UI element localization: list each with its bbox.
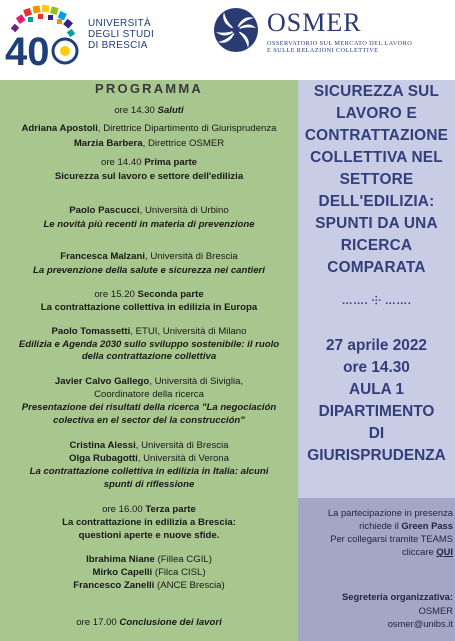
event-title-line: SPUNTI DA UNA [315,215,438,232]
program-heading: PROGRAMMA [95,81,203,96]
speaker-alessi: Cristina Alessi, Università di Brescia [69,440,229,451]
part3-title-1: La contrattazione in edilizia a Brescia: [62,517,236,528]
info-panel [298,498,455,641]
part3-time: ore 16.00 Terza parte [102,504,196,515]
event-place-line: GIURISPRUDENZA [307,447,446,464]
unibs-40-logo [2,3,82,73]
event-title-line: COMPARATA [327,259,426,276]
unibs-name: UNIVERSITÀ DEGLI STUDI DI BRESCIA [88,18,155,51]
info-line-1: La partecipazione in presenza [327,507,453,518]
event-title-line: SICUREZZA SUL [313,83,440,100]
teams-link[interactable]: QUI [436,546,453,557]
secretary-email[interactable]: osmer@unibs.it [387,618,453,629]
talk-alessi-2: spunti di riflessione [103,479,195,490]
event-title-line: RICERCA [340,237,413,254]
speaker-calvo: Javier Calvo Gallego, Università di Siviglia, [54,376,244,387]
speaker-capelli: Mirko Capelli (Filca CISL) [92,567,206,578]
speaker-niane: Ibrahima Niane (Fillea CGIL) [86,554,212,565]
osmer-subtitle: OSSERVATORIO SUL MERCATO DEL LAVORO E SULLE RELAZIONI COLLETTIVE [267,40,413,54]
event-title-line: CONTRATTAZIONE [304,127,449,144]
speaker-zanelli: Francesco Zanelli (ANCE Brescia) [73,580,225,591]
talk-pascucci: Le novità più recenti in materia di prevenzione [43,219,255,230]
speaker-calvo-role: Coordinatore della ricerca [94,389,204,400]
info-line-3: Per collegarsi tramite TEAMS [330,533,453,544]
program-panel [0,80,298,641]
unibs-number: 40 [5,30,50,73]
part2-time: ore 15.20 Seconda parte [94,289,204,300]
speaker-tomassetti: Paolo Tomassetti, ETUI, Università di Milano [51,326,247,337]
info-line-2: richiede il Green Pass [359,520,453,531]
talk-calvo-2: colectiva en el sector del la construcción" [53,415,245,426]
event-date: 27 aprile 2022 [326,337,427,354]
event-title-line: LAVORO E [336,105,417,122]
part3-title-2: questioni aperte e nuove sfide. [78,530,220,541]
speaker-apostoli: Adriana Apostoli, Direttrice Dipartimento di Giurisprudenza [21,123,277,134]
part2-title: La contrattazione collettiva in edilizia in Europa [40,302,258,313]
end-line: ore 17.00 Conclusione dei lavori [76,617,222,628]
secretary-label: Segreteria organizzativa: [342,591,453,602]
speaker-barbera: Marzia Barbera, Direttrice OSMER [73,138,225,149]
talk-tomassetti-1: Edilizia e Agenda 2030 sullo sviluppo sostenibile: il ruolo [18,339,280,350]
osmer-swirl-logo-icon [212,6,260,54]
secretary-name: OSMER [418,605,453,616]
talk-malzani: La prevenzione della salute e sicurezza nei cantieri [33,265,265,276]
part1-title: Sicurezza sul lavoro e settore dell'edilizia [54,171,244,182]
talk-alessi-1: La contrattazione collettiva in edilizia in Italia: alcuni [29,466,269,477]
speaker-rubagotti: Olga Rubagotti, Università di Verona [69,453,229,464]
part1-time: ore 14.40 Prima parte [100,157,197,168]
talk-tomassetti-2: della contrattazione collettiva [81,351,217,362]
event-title-line: SETTORE [339,171,414,188]
talk-calvo-1: Presentazione dei risultati della ricerca "La negociación [21,402,277,413]
event-title-line: DELL'EDILIZIA: [318,193,435,210]
osmer-title: OSMER [267,8,362,37]
divider-ornament: ……. ⸭ ……. [341,295,412,307]
saluti-line: ore 14.30 Saluti [114,105,184,116]
event-room: AULA 1 [348,381,404,398]
event-place-line: DI [368,425,385,442]
speaker-pascucci: Paolo Pascucci, Università di Urbino [69,205,229,216]
event-title-line: COLLETTIVA NEL [310,149,443,166]
info-line-4: cliccare QUI [401,546,453,557]
event-time: ore 14.30 [343,359,410,376]
header [0,0,455,80]
event-panel [298,80,455,498]
event-place-line: DIPARTIMENTO [318,403,435,420]
speaker-malzani: Francesca Malzani, Università di Brescia [60,251,238,262]
